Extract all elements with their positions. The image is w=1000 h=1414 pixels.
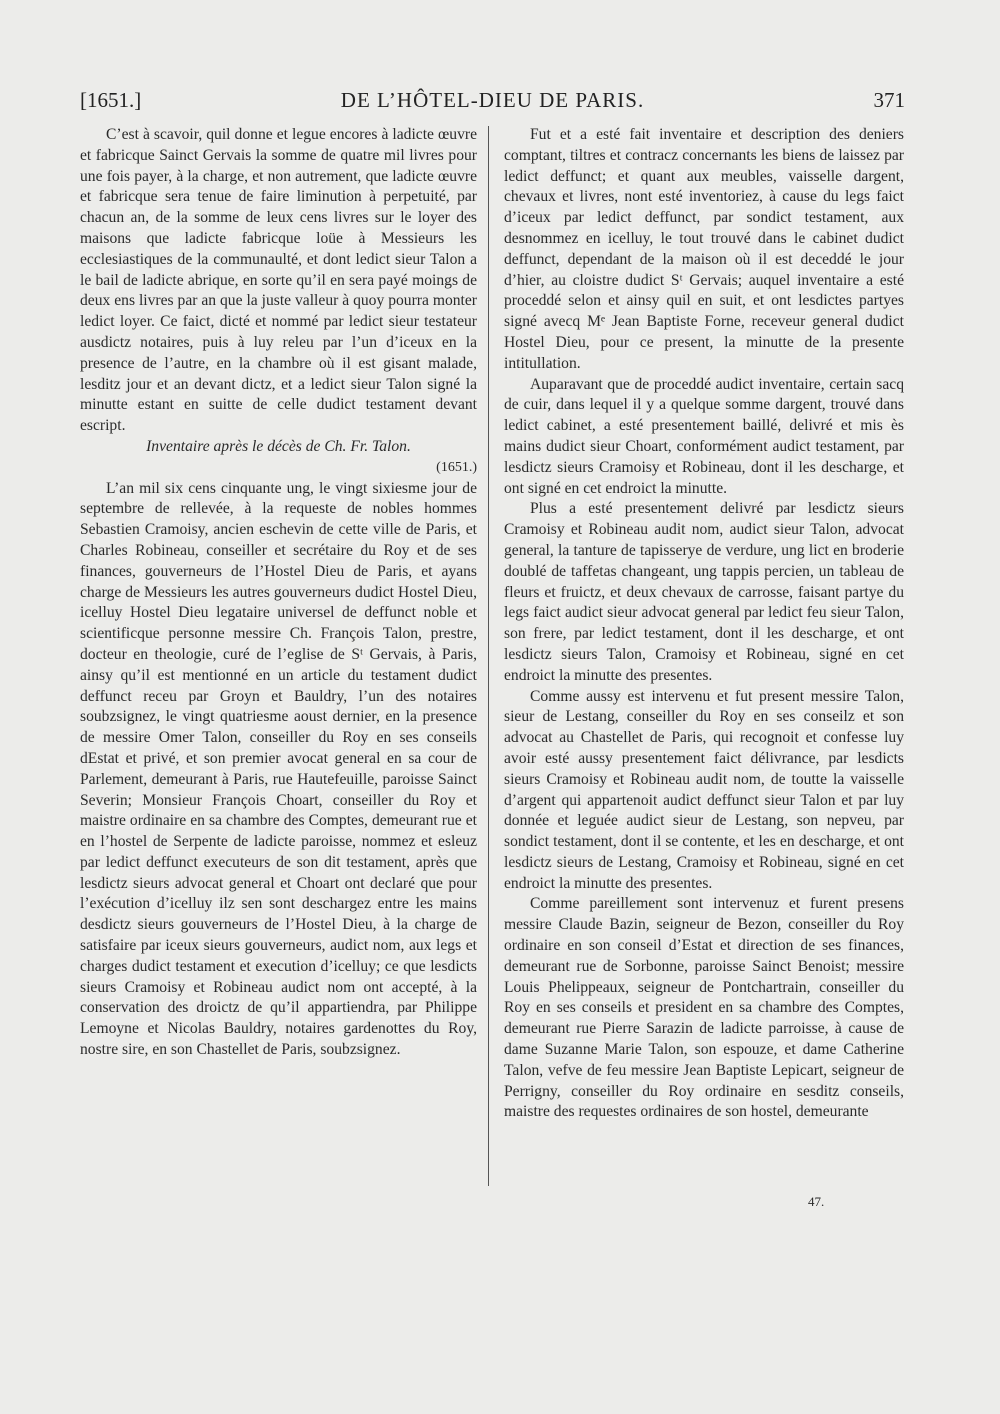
- section-date: (1651.): [436, 459, 477, 475]
- paragraph: L’an mil six cens cinquante ung, le vingt sixiesme jour de septembre de rellevée, à la requeste de nobles hommes Sebastien Cramoisy, ancien eschevin de cette ville de Paris, et Charles Robineau, conseiller et secrétaire du Roy et de ses finances, gouverneurs de l’Hostel Dieu de Paris, et ayans charge de Messieurs les autres gouverneurs dudict Hostel Dieu, icelluy Hostel Dieu legataire universel de deffunct noble et scientificque personne messire Ch. François Talon, prestre, docteur en theologie, curé de l’eglise de Sᵗ Gervais, à Paris, ainsy qu’il est mentionné en un article du testament dudict deffunct receu par Groyn et Bauldry, l’un des notaires soubzsignez, le vingt quatriesme aoust dernier, en la presence de messire Omer Talon, conseiller du Roy en ses conseils dEstat et privé, et son premier avocat general en sa cour de Parlement, demeurant à Paris, rue Hautefeuille, paroisse Sainct Severin; Monsieur François Choart, conseiller du Roy et maistre ordinaire en sa chambre des Comptes, demeurant rue et en l’hostel de Serpente de ladicte paroisse, nommez et esleuz par ledict deffunct executeurs de son dit testament, après que lesdictz sieurs advocat general et Choart ont declaré que pour l’exécution d’icelluy ilz sen sont deschargez entre les mains desdictz sieurs gouverneurs de l’Hostel Dieu, à la charge de satisfaire par iceux sieurs gouverneurs, audict nom, aux legs et charges dudict testament et execution d’icelluy; ce que lesdicts sieurs Cramoisy et Robineau audict nom ont accepté, à la conservation des droictz de qu’il appartiendra, par Philippe Lemoyne et Nicolas Bauldry, notaires gardenottes du Roy, nostre sire, en son Chastellet de Paris, soubzsignez.: [80, 479, 477, 1059]
- paragraph: Auparavant que de proceddé audict inventaire, certain sacq de cuir, dans lequel il y a quelque somme dargent, trouvé dans ledict cabinet, a esté presentement baillé, delivré et mis ès mains dudict sieur Choart, conformément audict testament, par lesdictz sieurs Cramoisy et Robineau, dont il les descharge, et ont signé en cet endroict la minutte.: [504, 375, 904, 497]
- right-column: [504, 125, 904, 1123]
- paragraph: Plus a esté presentement delivré par lesdictz sieurs Cramoisy et Robineau audit nom, audict sieur Talon, advocat general, la tanture de tapisserye de verdure, ung lict en broderie doublé de taffetas changeant, ung tappis percien, un tableau de fleurs et fruictz, et deux chevaux de carrosse, faisant partye du legs faict audict sieur advocat general par ledict feu sieur Talon, son frere, par ledict testament, dont il les descharge, et ont lesdictz sieurs Talon, Cramoisy et Robineau, signé en cet endroict la minutte des presentes.: [504, 500, 904, 684]
- page-header: [80, 88, 905, 118]
- running-title: DE L’HÔTEL-DIEU DE PARIS.: [340, 88, 645, 112]
- paragraph: C’est à scavoir, quil donne et legue encores à ladicte œuvre et fabricque Sainct Gervais la somme de quatre mil livres pour une fois payer, à la charge, et non autrement, que ladicte œuvre et fabricque sera tenue de faire liminution à perpetuité, par chacun an, de la somme de leux cens livres sur le loyer des maisons que ladicte fabricque loüe à Messieurs les ecclesiastiques de la communaulté, et dont ledict sieur Talon a le bail de ladicte abrique, en sorte qu’il en sera payé moings de deux ens livres par an que la juste valleur à quoy pourra monter ledict loyer. Ce faict, dicté et nommé par ledict sieur testateur ausdictz notaires, puis à luy releu par l’un d’iceux en la presence de l’autre, en la chambre où il est gisant malade, lesditz jour et an devant dictz, et a ledict sieur Talon signé la minutte estant en suitte de celle dudict testament devant escript.: [80, 126, 477, 435]
- column-divider: [488, 126, 489, 1186]
- header-year: [1651.]: [80, 88, 142, 112]
- section-title: Inventaire après le décès de Ch. Fr. Talon.: [146, 437, 411, 455]
- paragraph: Comme aussy est intervenu et fut present messire Talon, sieur de Lestang, conseiller du Roy en ses conseilz et son advocat au Chastellet de Paris, qui recognoit et confesse luy avoir esté aussy presentement faict délivrance, par lesdicts sieurs Cramoisy et Robineau audit nom, de toutte la vaisselle d’argent qui appartenoit audict deffunct sieur Talon et par luy donnée et leguée audict sieur de Lestang, son nepveu, par sondict testament, dont il se contente, et les en descharge, et ont lesdictz sieurs de Lestang, Cramoisy et Robineau, signé en cet endroict la minutte des presentes.: [504, 687, 904, 892]
- left-column: [80, 125, 477, 1061]
- page-number: 371: [873, 88, 905, 112]
- paragraph: Comme pareillement sont intervenuz et furent presens messire Claude Bazin, seigneur de Bezon, conseiller du Roy ordinaire en son conseil d’Estat et direction de ses finances, demeurant rue de Sorbonne, paroisse Sainct Benoist; messire Louis Phelippeaux, seigneur de Pontchartrain, conseiller du Roy en ses conseils et president en sa chambre des Comptes, demeurant rue Pierre Sarazin de ladicte parroisse, à cause de dame Suzanne Marie Talon, son espouze, et dame Catherine Talon, vefve de feu messire Jean Baptiste Lepicart, seigneur de Perrigny, conseiller du Roy ordinaire en sesditz conseils, maistre des requestes ordinaires de son hostel, demeurante: [504, 895, 904, 1121]
- paragraph: Fut et a esté fait inventaire et description des deniers comptant, tiltres et contracz concernants les biens de laissez par ledict deffunct; et quant aux meubles, vaisselle dargent, chevaux et livres, nont esté inventoriez, à cause du legs faict d’iceux par ledict deffunct, par sondict testament, aux desnommez en icelluy, le tout trouvé dans le cabinet dudict deffunct, dependant de la maison où il est deceddé le jour d’hier, au cloistre dudict Sᵗ Gervais; auquel inventaire a esté proceddé selon et ainsy quil en suit, et ont lesdictes partyes signé avecq Mᵉ Jean Baptiste Forne, receveur general dudict Hostel Dieu, pour ce present, la minutte de la presente intitullation.: [504, 126, 904, 372]
- signature-mark: 47.: [808, 1194, 825, 1209]
